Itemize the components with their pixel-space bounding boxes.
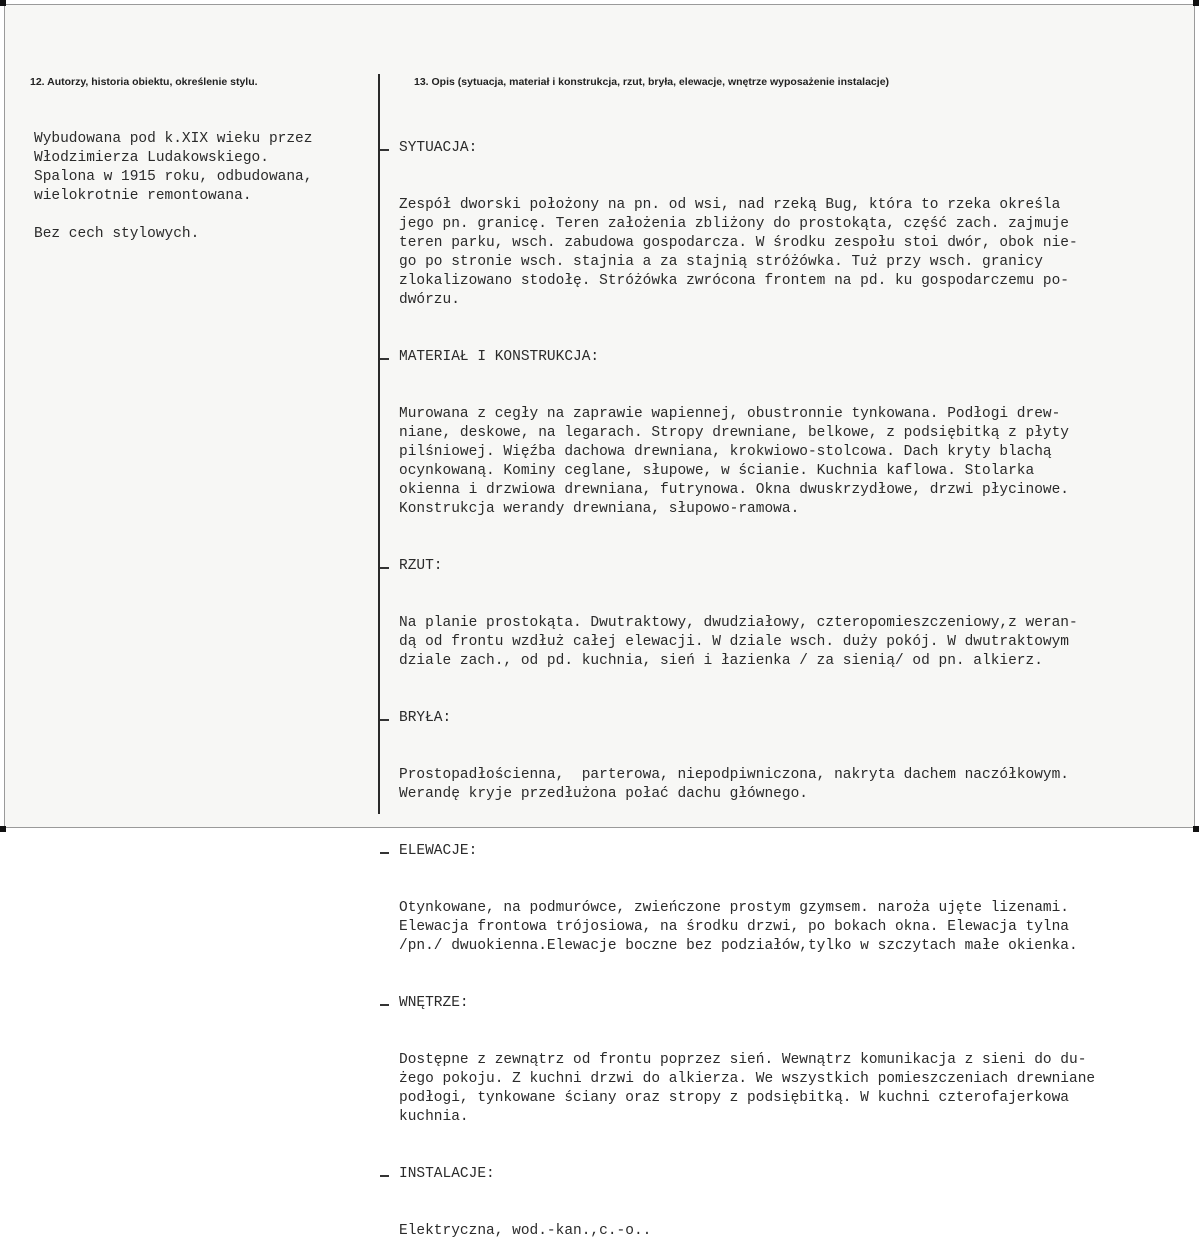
section-body-wnetrze: Dostępne z zewnątrz od frontu poprzez sień. Wewnątrz komunikacja z sieni do du- żego pokoju. Z kuchni drzwi do alkierza. We wszystkich pomieszczeniach drewniane podłogi, tynkowane ściany oraz stropy z podsiębitką. W kuchni czterofajerkowa kuchnia. bbox=[399, 1052, 1096, 1125]
section-tick-mark bbox=[380, 358, 389, 360]
section-tick-mark bbox=[380, 149, 389, 151]
section-title-material: MATERIAŁ I KONSTRUKCJA: bbox=[399, 349, 600, 365]
section-title-rzut: RZUT: bbox=[399, 558, 443, 574]
corner-mark-bottom-left bbox=[0, 826, 6, 832]
section-body-sytuacja: Zespół dworski położony na pn. od wsi, nad rzeką Bug, która to rzeka określa jego pn. granicę. Teren założenia zbliżony do prostokąta, część zach. zajmuje teren parku, wsch. zabudowa gospodarcza. W środku zespołu stoi dwór, obok nie- go po stronie wsch. stajnia a za stajnią stróżówka. Tuż przy wsch. granicy zlokalizowano stodołę. Stróżówka zwrócona frontem na pd. ku gospodarczemu po- dwórzu. bbox=[399, 197, 1078, 308]
section-title-wnetrze: WNĘTRZE: bbox=[399, 995, 469, 1011]
section-title-bryla: BRYŁA: bbox=[399, 710, 452, 726]
section-body-rzut: Na planie prostokąta. Dwutraktowy, dwudziałowy, czteropomieszczeniowy,z weran- dą od frontu wzdłuż całej elewacji. W dziale wsch. duży pokój. W dwutraktowym dziale zach., od pd. kuchnia, sień i łazienka / za sienią/ od pn. alkierz. bbox=[399, 615, 1078, 669]
section-body-bryla: Prostopadłościenna, parterowa, niepodpiwniczona, nakryta dachem naczółkowym. Werandę kryje przedłużona połać dachu głównego. bbox=[399, 767, 1070, 802]
authors-history-text: Wybudowana pod k.XIX wieku przez Włodzimierza Ludakowskiego. Spalona w 1915 roku, odbudowana, wielokrotnie remontowana. Bez cech stylowych. bbox=[34, 131, 313, 242]
section-tick-mark bbox=[380, 1004, 389, 1006]
description-text bbox=[399, 101, 1095, 1260]
field-12-header: 12. Autorzy, historia obiektu, określenie stylu. bbox=[30, 76, 258, 88]
corner-mark-top-right bbox=[1193, 0, 1199, 6]
section-tick-mark bbox=[380, 719, 389, 721]
section-tick-mark bbox=[380, 852, 389, 854]
section-body-instalacje: Elektryczna, wod.-kan.,c.-o.. bbox=[399, 1223, 652, 1239]
section-title-elewacje: ELEWACJE: bbox=[399, 843, 478, 859]
column-divider bbox=[378, 74, 380, 814]
field-13-header: 13. Opis (sytuacja, materiał i konstrukcja, rzut, bryła, elewacje, wnętrze wyposażenie instalacje) bbox=[414, 76, 890, 88]
section-tick-mark bbox=[380, 567, 389, 569]
section-body-material: Murowana z cegły na zaprawie wapiennej, obustronnie tynkowana. Podłogi drew- niane, deskowe, na legarach. Stropy drewniane, belkowe, z podsiębitką z płyty pilśniowej. Więźba dachowa drewniana, krokwiowo-stolcowa. Dach kryty blachą ocynkowaną. Kominy ceglane, słupowe, w ścianie. Kuchnia kaflowa. Stolarka okienna i drzwiowa drewniana, futrynowa. Okna dwuskrzydłowe, drzwi płycinowe. Konstrukcja werandy drewniana, słupowo-ramowa. bbox=[399, 406, 1070, 517]
section-body-elewacje: Otynkowane, na podmurówce, zwieńczone prostym gzymsem. naroża ujęte lizenami. Elewacja frontowa trójosiowa, na środku drzwi, po bokach okna. Elewacja tylna /pn./ dwuokienna.Elewacje boczne bez podziałów,tylko w szczytach małe okienka. bbox=[399, 900, 1078, 954]
corner-mark-top-left bbox=[0, 0, 6, 6]
section-tick-mark bbox=[380, 1175, 389, 1177]
section-title-sytuacja: SYTUACJA: bbox=[399, 140, 478, 156]
section-title-instalacje: INSTALACJE: bbox=[399, 1166, 495, 1182]
corner-mark-bottom-right bbox=[1193, 826, 1199, 832]
